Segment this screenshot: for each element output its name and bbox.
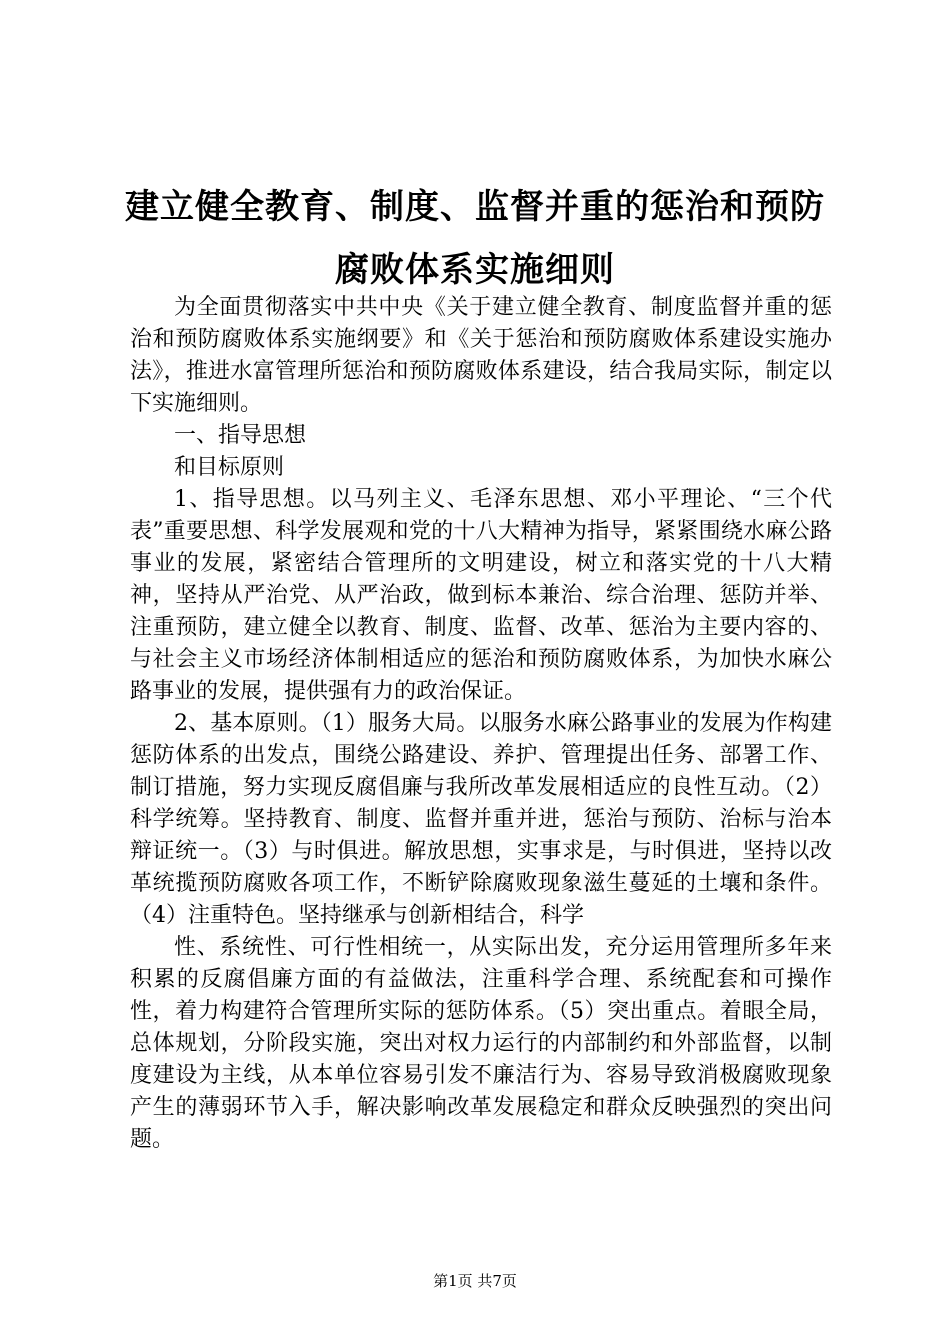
section-heading-continued: 和目标原则: [174, 455, 285, 480]
document-title-line-1: 建立健全教育、制度、监督并重的惩治和预防: [125, 187, 825, 227]
section-heading: 一、指导思想: [174, 423, 307, 448]
document-body: [130, 292, 832, 1156]
intro-paragraph: 为全面贯彻落实中共中央《关于建立健全教育、制度监督并重的惩治和预防腐败体系实施纲要》和《关于惩治和预防腐败体系建设实施办法》，推进水富管理所惩治和预防腐败体系建设，结合我局实际，制定以下实施细则。: [130, 295, 832, 416]
principles-continued-paragraph: 性、系统性、可行性相统一，从实际出发，充分运用管理所多年来积累的反腐倡廉方面的有益做法，注重科学合理、系统配套和可操作性，着力构建符合管理所实际的惩防体系。（5）突出重点。着眼全局，总体规划，分阶段实施，突出对权力运行的内部制约和外部监督，以制度建设为主线，从本单位容易引发不廉洁行为、容易导致消极腐败现象产生的薄弱环节入手，解决影响改革发展稳定和群众反映强烈的突出问题。: [130, 935, 832, 1152]
page-footer: 第1页 共7页: [433, 1272, 517, 1290]
basic-principles-paragraph: 2、基本原则。（1）服务大局。以服务水麻公路事业的发展为作构建惩防体系的出发点，围绕公路建设、养护、管理提出任务、部署工作、制订措施，努力实现反腐倡廉与我所改革发展相适应的良性互动。（2）科学统筹。坚持教育、制度、监督并重并进，惩治与预防、治标与治本辩证统一。（3）与时俱进。解放思想，实事求是，与时俱进，坚持以改革统揽预防腐败各项工作，不断铲除腐败现象滋生蔓延的土壤和条件。（4）注重特色。坚持继承与创新相结合，科学: [130, 711, 832, 928]
guiding-thought-paragraph: 1、指导思想。以马列主义、毛泽东思想、邓小平理论、“三个代表”重要思想、科学发展观和党的十八大精神为指导，紧紧围绕水麻公路事业的发展，紧密结合管理所的文明建设，树立和落实党的十八大精神，坚持从严治党、从严治政，做到标本兼治、综合治理、惩防并举、注重预防，建立健全以教育、制度、监督、改革、惩治为主要内容的、与社会主义市场经济体制相适应的惩治和预防腐败体系，为加快水麻公路事业的发展，提供强有力的政治保证。: [130, 487, 832, 704]
document-title-line-2: 腐败体系实施细则: [335, 250, 615, 290]
